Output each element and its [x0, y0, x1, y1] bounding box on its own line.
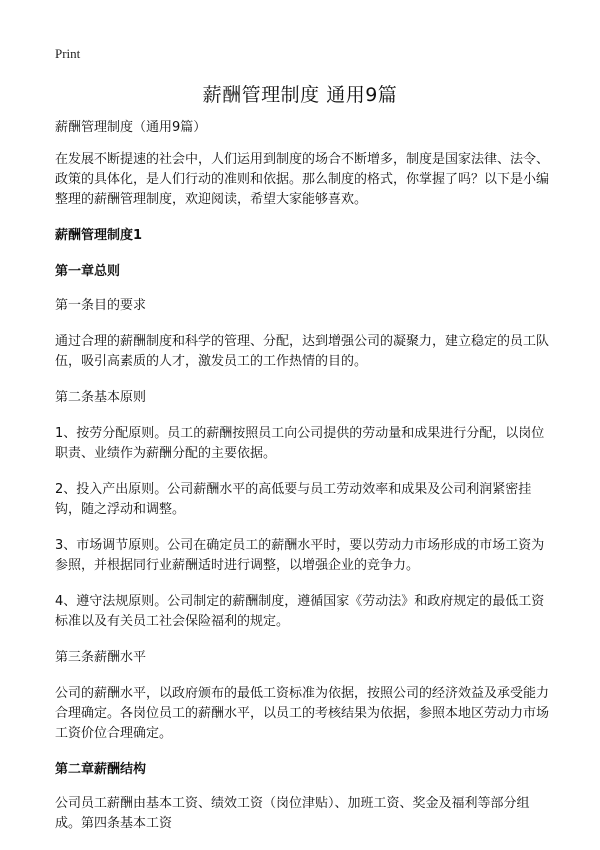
article-subtitle: 薪酬管理制度（通用9篇）: [55, 120, 207, 135]
intro-paragraph: 在发展不断提速的社会中，人们运用到制度的场合不断增多，制度是国家法律、法令、政策的具体化，是人们行动的准则和依据。那么制度的格式，你掌握了吗？以下是小编整理的薪酬管理制度，欢迎阅读，希望大家能够喜欢。: [55, 152, 550, 207]
article-paragraph: 公司员工薪酬由基本工资、绩效工资（岗位津贴）、加班工资、奖金及福利等部分组成。第四条基本工资: [55, 796, 530, 831]
principle-item: 4、遵守法规原则。公司制定的薪酬制度，遵循国家《劳动法》和政府规定的最低工资标准以及有关员工社会保险福利的规定。: [55, 594, 545, 629]
article-title: 第一条目的要求: [55, 298, 147, 313]
principle-item: 3、市场调节原则。公司在确定员工的薪酬水平时，要以劳动力市场形成的市场工资为参照，并根据同行业薪酬适时进行调整，以增强企业的竞争力。: [55, 538, 545, 573]
article-title: 第二条基本原则: [55, 390, 147, 405]
page-title: 薪酬管理制度 通用9篇: [202, 84, 398, 106]
section-heading: 薪酬管理制度1: [55, 228, 143, 243]
article-paragraph: 公司的薪酬水平，以政府颁布的最低工资标准为依据，按照公司的经济效益及承受能力合理确定。各岗位员工的薪酬水平，以员工的考核结果为依据，参照本地区劳动力市场工资价位合理确定。: [55, 686, 550, 741]
principle-item: 2、投入产出原则。公司薪酬水平的高低要与员工劳动效率和成果及公司利润紧密挂钩，随之浮动和调整。: [55, 482, 532, 517]
print-link[interactable]: Print: [55, 46, 81, 61]
article-body: [55, 118, 555, 850]
chapter-heading: 第二章薪酬结构: [55, 762, 147, 777]
principle-item: 1、按劳分配原则。员工的薪酬按照员工向公司提供的劳动量和成果进行分配，以岗位职责、业绩作为薪酬分配的主要依据。: [55, 426, 545, 461]
article-paragraph: 通过合理的薪酬制度和科学的管理、分配，达到增强公司的凝聚力，建立稳定的员工队伍，吸引高素质的人才，激发员工的工作热情的目的。: [55, 334, 550, 369]
article-title: 第三条薪酬水平: [55, 650, 147, 665]
chapter-heading: 第一章总则: [55, 264, 121, 279]
